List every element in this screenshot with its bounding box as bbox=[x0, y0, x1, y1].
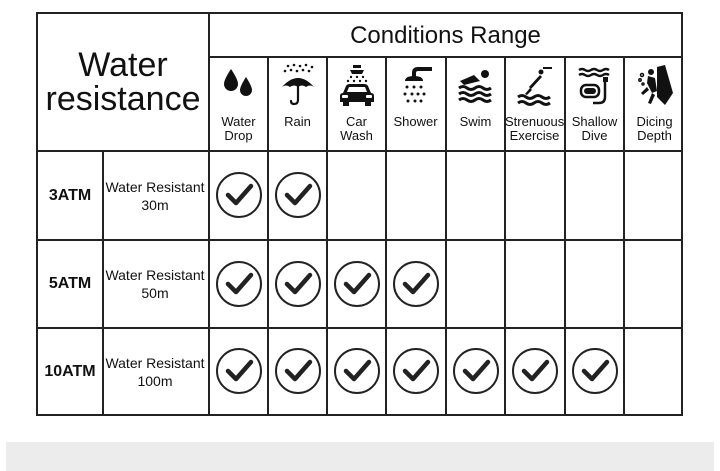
condition-car-wash bbox=[327, 57, 386, 150]
table-title bbox=[38, 14, 208, 150]
check-circle-icon bbox=[392, 260, 440, 308]
condition-swim bbox=[446, 57, 505, 150]
condition-label: Strenuous bbox=[505, 114, 565, 129]
condition-label: Rain bbox=[284, 114, 311, 129]
condition-label: Shower bbox=[393, 114, 438, 129]
condition-label: Dicing bbox=[636, 114, 673, 129]
water-resistance-table bbox=[36, 12, 683, 416]
check-circle-icon bbox=[452, 347, 500, 395]
car-wash-icon bbox=[327, 63, 386, 107]
condition-rain bbox=[268, 57, 327, 150]
condition-shower bbox=[386, 57, 445, 150]
rating-3atm: 3ATM bbox=[48, 186, 92, 204]
condition-label: Depth bbox=[637, 128, 672, 143]
condition-label: Exercise bbox=[509, 128, 560, 143]
umbrella-rain-icon bbox=[268, 63, 327, 107]
snorkel-mask-icon bbox=[565, 63, 624, 107]
condition-strenuous-exercise bbox=[505, 57, 564, 150]
check-circle-icon bbox=[274, 171, 322, 219]
condition-label: Shallow bbox=[571, 114, 618, 129]
rating-5atm: 5ATM bbox=[48, 275, 92, 292]
scuba-diver-icon bbox=[625, 63, 684, 107]
check-circle-icon bbox=[392, 347, 440, 395]
check-circle-icon bbox=[274, 347, 322, 395]
check-circle-icon bbox=[274, 260, 322, 308]
diver-jump-icon bbox=[505, 63, 564, 107]
condition-dicing-depth bbox=[625, 57, 684, 150]
condition-water-drop bbox=[209, 57, 268, 150]
condition-label: Drop bbox=[224, 128, 253, 143]
check-circle-icon bbox=[215, 347, 263, 395]
rating-description bbox=[102, 241, 208, 327]
rating-10atm: 10ATM bbox=[44, 362, 96, 380]
rating-description bbox=[102, 152, 208, 239]
check-circle-icon bbox=[215, 171, 263, 219]
check-circle-icon bbox=[571, 347, 619, 395]
water-drop-icon bbox=[209, 63, 268, 107]
description-line: 100m bbox=[137, 372, 173, 389]
description-line: 30m bbox=[141, 196, 169, 213]
title-line-1: Water bbox=[78, 46, 168, 84]
rating-description bbox=[102, 329, 208, 414]
description-line: Water Resistant bbox=[105, 178, 205, 195]
title-line-2: resistance bbox=[45, 80, 201, 118]
check-circle-icon bbox=[333, 260, 381, 308]
check-circle-icon bbox=[333, 347, 381, 395]
check-circle-icon bbox=[511, 347, 559, 395]
condition-label: Dive bbox=[581, 128, 608, 143]
condition-label: Water bbox=[221, 114, 256, 129]
swimmer-icon bbox=[446, 63, 505, 107]
bottom-bar bbox=[6, 442, 714, 471]
shower-icon bbox=[386, 63, 445, 107]
description-line: Water Resistant bbox=[105, 354, 205, 371]
condition-shallow-dive bbox=[565, 57, 624, 150]
check-circle-icon bbox=[215, 260, 263, 308]
conditions-header: Conditions Range bbox=[350, 21, 541, 49]
description-line: 50m bbox=[141, 285, 169, 301]
condition-label: Wash bbox=[340, 128, 373, 143]
condition-label: Car bbox=[346, 114, 367, 129]
condition-label: Swim bbox=[459, 114, 492, 129]
description-line: Water Resistant bbox=[105, 267, 205, 283]
